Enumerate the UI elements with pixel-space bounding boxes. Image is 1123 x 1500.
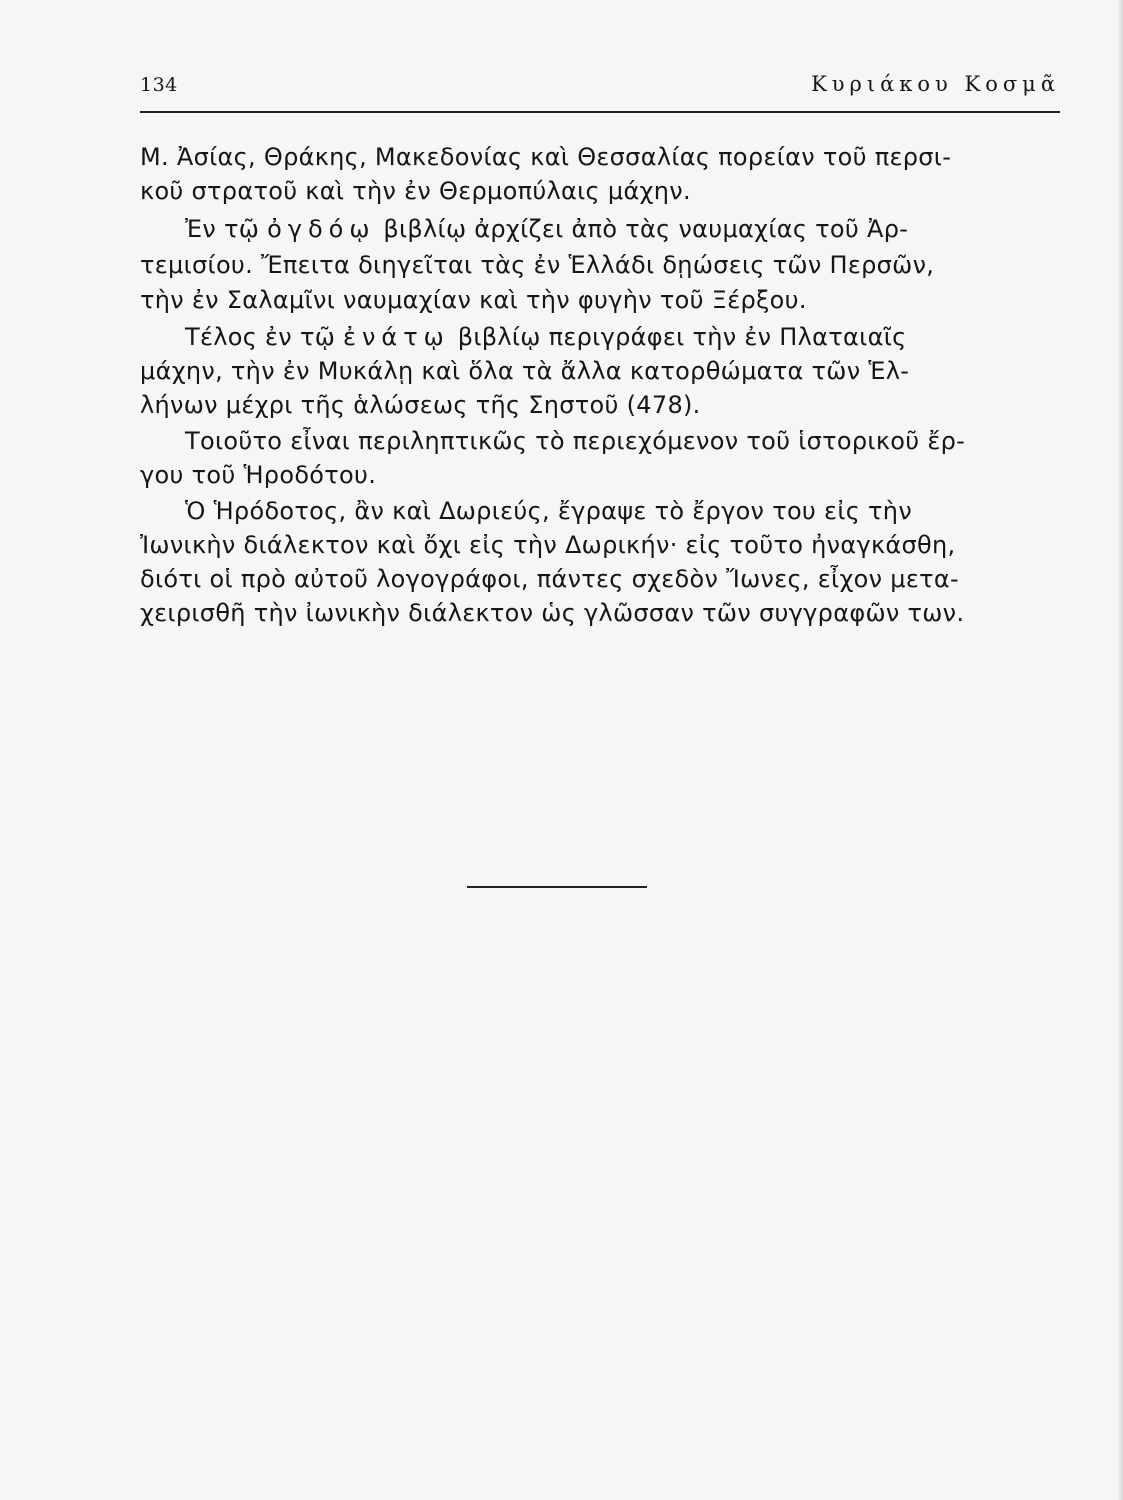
text-line: λήνων μέχρι τῆς ἁλώσεως τῆς Σηστοῦ (478). <box>140 391 701 419</box>
spaced-emphasis: ἐνάτῳ <box>343 323 450 351</box>
text-line <box>185 212 908 246</box>
spaced-emphasis: ὀγδόῳ <box>267 215 376 243</box>
text-line: γου τοῦ Ἡροδότου. <box>140 461 377 489</box>
text-segment: Ἐν τῷ <box>185 215 268 243</box>
text-line: μάχην, τὴν ἐν Μυκάλῃ καὶ ὅλα τὰ ἄλλα κατορθώματα τῶν Ἑλ- <box>140 357 910 385</box>
text-segment: Τέλος ἐν τῷ <box>185 323 344 351</box>
text-line: τεμισίου. Ἔπειτα διηγεῖται τὰς ἐν Ἑλλάδι δῃώσεις τῶν Περσῶν, <box>140 251 935 279</box>
text-segment: βιβλίῳ περιγράφει τὴν ἐν Πλαταιαῖς <box>449 323 907 351</box>
closing-rule <box>467 886 647 888</box>
running-head: Κυριάκου Κοσμᾶ <box>811 72 1060 96</box>
text-line: Ὁ Ἡρόδοτος, ἂν καὶ Δωριεύς, ἔγραψε τὸ ἔργον του εἰς τὴν <box>185 497 913 525</box>
page-number: 134 <box>140 74 178 96</box>
text-line: Μ. Ἀσίας, Θράκης, Μακεδονίας καὶ Θεσσαλίας πορείαν τοῦ περσι- <box>140 143 952 171</box>
page-edge <box>1117 0 1123 1500</box>
text-line: τὴν ἐν Σαλαμῖνι ναυμαχίαν καὶ τὴν φυγὴν τοῦ Ξέρξου. <box>140 286 807 314</box>
text-line <box>185 320 907 354</box>
text-line: Τοιοῦτο εἶναι περιληπτικῶς τὸ περιεχόμενον τοῦ ἱστορικοῦ ἔρ- <box>185 427 966 455</box>
page-header <box>140 72 1060 100</box>
text-segment: βιβλίῳ ἀρχίζει ἀπὸ τὰς ναυμαχίας τοῦ Ἀρ- <box>375 215 909 243</box>
text-line: Ἰωνικὴν διάλεκτον καὶ ὄχι εἰς τὴν Δωρικήν· εἰς τοῦτο ἠναγκάσθη, <box>140 531 956 559</box>
text-line: διότι οἱ πρὸ αὐτοῦ λογογράφοι, πάντες σχεδὸν Ἴωνες, εἶχον μετα- <box>140 565 959 593</box>
text-line: χειρισθῆ τὴν ἰωνικὴν διάλεκτον ὡς γλῶσσαν τῶν συγγραφῶν των. <box>140 599 965 627</box>
header-rule <box>140 111 1060 113</box>
text-line: κοῦ στρατοῦ καὶ τὴν ἐν Θερμοπύλαις μάχην. <box>140 177 691 205</box>
